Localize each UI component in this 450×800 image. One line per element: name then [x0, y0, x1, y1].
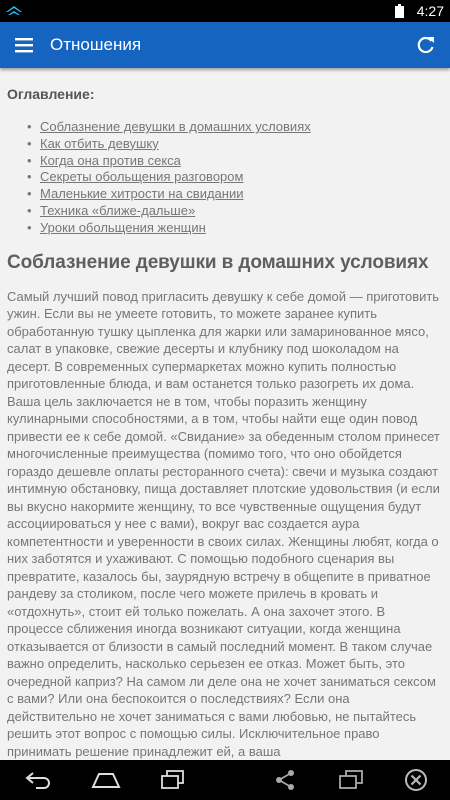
toc-link-closer-further[interactable]: Техника «ближе-дальше»	[40, 202, 196, 218]
article-content[interactable]	[0, 68, 450, 760]
app-notification-icon	[5, 3, 23, 19]
toc-link-date-tricks[interactable]: Маленькие хитрости на свидании	[40, 186, 244, 202]
share-icon[interactable]	[270, 768, 300, 792]
toc-item	[27, 153, 442, 170]
toc-list	[7, 119, 442, 237]
battery-icon	[395, 4, 404, 18]
toc-heading: Оглавление:	[7, 86, 95, 102]
toc-link-conversation-secrets[interactable]: Секреты обольщения разговором	[40, 169, 244, 185]
toc-link-win-girl[interactable]: Как отбить девушку	[40, 135, 159, 151]
refresh-icon[interactable]	[415, 34, 437, 56]
recent-apps-icon[interactable]	[158, 768, 188, 792]
close-icon[interactable]	[401, 768, 431, 792]
section-title: Соблазнение девушки в домашних условиях	[7, 251, 429, 273]
menu-icon[interactable]	[14, 34, 36, 56]
toc-link-home-seduction[interactable]: Соблазнение девушки в домашних условиях	[40, 119, 311, 134]
toc-item	[27, 203, 442, 220]
window-icon[interactable]	[336, 768, 366, 792]
toc-item	[27, 169, 442, 186]
status-bar	[0, 0, 450, 22]
back-icon[interactable]	[24, 768, 54, 792]
toc-item	[27, 119, 442, 136]
home-icon[interactable]	[90, 768, 122, 792]
toc-item	[27, 220, 442, 237]
clock: 4:27	[416, 3, 444, 19]
toc-item	[27, 186, 442, 203]
toc-link-against-sex[interactable]: Когда она против секса	[40, 152, 181, 168]
article-body: Самый лучший повод пригласить девушку к себе домой — приготовить ужин. Если вы не умеете готовить, то можете заранее купить обработанную тушку цыпленка для жарки или замаринованное мясо, салат в упаковке, свежие десерты и клубнику под шоколадом на десерт. В современных супермаркетах можно купить полностью приготовленные блюда, и вам останется только разогреть их дома. Ваша цель заключается не в том, чтобы поразить женщину кулинарными способностями, а в том, чтобы найти еще один повод привести ее к себе домой. «Свидание» за обеденным столом принесет многочисленные преимущества (помимо того, что оно обойдется гораздо дешевле оплаты ресторанного счета): свечи и музыка создают интимную обстановку, пища доставляет плотские удовольствия (и если вы вкусно накормите женщину, то все чувственные ощущения будут ассоциироваться у нее с вами), вокруг вас создается аура компетентности и уверенности в своих силах. Женщины любят, когда о них заботятся и ухаживают. С помощью подобного сценария вы превратите, казалось бы, заурядную встречу в общепите в приватное рандеву за столиком, после чего можете прилечь в кровать и «отдохнуть», стоит ей только пожелать. А она захочет этого. В процессе сближения иногда возникают ситуации, когда женщина отказывается от близости в самый последний момент. В таком случае важно определить, насколько серьезен ее отказ. Может быть, это очередной каприз? На самом ли деле она не хочет заниматься сексом с вами? Или она беспокоится о последствиях? Если она действительно не хочет заниматься с вами любовью, не пытайтесь решить этот вопрос с помощью силы. Исключительное право принимать решение принадлежит ей, а ваша	[7, 288, 440, 759]
toc-item	[27, 136, 442, 153]
app-title: Отношения	[50, 35, 142, 54]
navigation-bar	[0, 760, 450, 800]
app-bar	[0, 22, 450, 68]
toc-link-seduction-lessons[interactable]: Уроки обольщения женщин	[40, 219, 206, 235]
